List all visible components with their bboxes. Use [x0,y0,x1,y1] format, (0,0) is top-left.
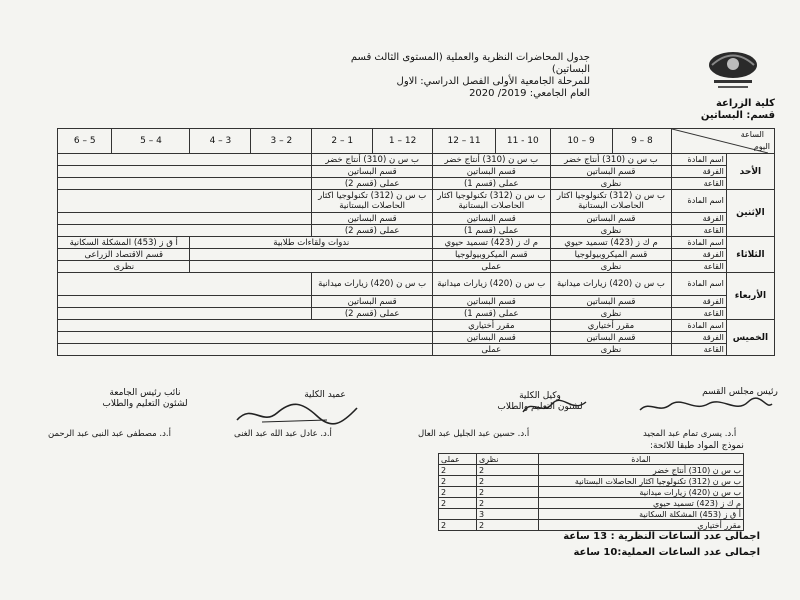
cell-hall: عملى (قسم 2) [312,178,433,190]
cell-subject: ب س ن (312) تكنولوجيا اكثار الحاصلات البستانية [433,190,551,213]
monday-subject-row [58,190,775,213]
cell-subject: م ك ز (423) تسميد حيوي [550,237,672,249]
header-title: جدول المحاضرات النظرية والعملية (المستوى الثالث قسم البساتين) [350,52,590,75]
vice-dean-title: وكيل الكلية [519,391,561,401]
cell-hall: نظرى [550,178,672,190]
practical-hours: 2 [439,465,477,476]
practical-hours: 2 [439,498,477,509]
vice-dean-signature-icon [520,396,590,422]
hours-table [438,453,744,531]
dean-name: أ.د. عادل عبد الله عبد الغنى [234,429,332,439]
cell-hall: عملى (قسم 1) [433,225,551,237]
cell-subject: ب س ن (420) زيارات ميدانية [312,273,433,296]
day-thursday: الخميس [726,320,774,356]
row-label-subject: اسم المادة [672,273,726,296]
dean-title: عميد الكلية [304,390,346,400]
cell-group: قسم البساتين [550,213,672,225]
time-header: الساعة [740,130,764,139]
cell-group: قسم البساتين [550,296,672,308]
row-label-subject: اسم المادة [672,190,726,213]
theory-hours: 2 [477,487,539,498]
row-label-group: الفرقة [672,249,726,261]
wednesday-group-row [58,296,775,308]
corner-header [672,129,775,154]
cell-group: قسم البساتين [433,332,551,344]
hours-row [439,520,744,531]
cell-group: قسم الميكروبيولوجيا [433,249,551,261]
thursday-hall-row [58,344,775,356]
theory-hours: 2 [477,498,539,509]
cell-group: قسم البساتين [433,296,551,308]
practical-hours: 2 [439,476,477,487]
faculty-block [680,98,775,122]
subject-name: أ ق ز (453) المشكلة السكانية [539,509,744,520]
vp-name: أ.د. مصطفى عبد النبى عبد الرحمن [48,429,171,439]
cell-group: قسم البساتين [550,166,672,178]
hours-row [439,465,744,476]
vice-dean-title-2: لشئون التعليم والطلاب [497,402,583,412]
university-logo-icon [702,48,764,94]
row-label-group: الفرقة [672,213,726,225]
cell-subject: أ ق ز (453) المشكلة السكانية [58,237,190,249]
header-year: العام الجامعي: 2019/ 2020 [469,88,590,99]
time-slot: 1 – 12 [373,129,433,154]
cell-subject: مقرر أختياري [433,320,551,332]
cell-subject: ب س ن (310) أنتاج خضر [550,154,672,166]
header-subject: المادة [539,454,744,465]
theory-hours: 2 [477,520,539,531]
vp-title: نائب رئيس الجامعة [109,388,181,398]
day-header: اليوم [753,142,770,151]
hours-row [439,509,744,520]
cell-subject: ندوات ولقاءات طلابية [190,237,433,249]
subject-name: ب س ن (420) زيارات ميدانية [539,487,744,498]
wednesday-hall-row [58,308,775,320]
header-semester: للمرحلة الجامعية الأولى الفصل الدراسي: الاول [396,76,590,87]
practical-hours: 2 [439,520,477,531]
hours-header-row [439,454,744,465]
row-label-hall: القاعة [672,308,726,320]
cell-group: قسم البساتين [433,213,551,225]
cell-group: قسم الاقتصاد الزراعى [58,249,190,261]
subject-name: م ك ز (423) تسميد حيوي [539,498,744,509]
department-name: قسم: البساتين [700,110,775,121]
head-title: رئيس مجلس القسم [702,387,778,397]
row-label-hall: القاعة [672,225,726,237]
row-label-hall: القاعة [672,178,726,190]
row-label-hall: القاعة [672,344,726,356]
cell-hall: نظرى [550,308,672,320]
subject-name: مقرر أختياري [539,520,744,531]
cell-subject: ب س ن (420) زيارات ميدانية [550,273,672,296]
faculty-name: كلية الزراعة [715,98,775,109]
row-label-group: الفرقة [672,332,726,344]
hours-row [439,487,744,498]
head-signature-icon [636,396,776,422]
head-name: أ.د. يسرى تمام عبد المجيد [643,429,737,439]
row-label-hall: القاعة [672,261,726,273]
sunday-subject-row [58,154,775,166]
tuesday-subject-row [58,237,775,249]
cell-hall: عملى (قسم 2) [312,225,433,237]
day-monday: الإثنين [726,190,774,237]
total-practical-hours: اجمالى عدد الساعات العملية:10 ساعة [573,547,760,558]
sunday-group-row [58,166,775,178]
thursday-subject-row [58,320,775,332]
day-tuesday: الثلاثاء [726,237,774,273]
tuesday-group-row [58,249,775,261]
cell-subject: ب س ن (312) تكنولوجيا اكثار الحاصلات البستانية [312,190,433,213]
cell-hall: عملى (قسم 1) [433,178,551,190]
day-wednesday: الأربعاء [726,273,774,320]
cell-hall: عملى [433,261,551,273]
theory-hours: 2 [477,465,539,476]
cell-group: قسم البساتين [312,213,433,225]
time-slot: 6 – 5 [58,129,112,154]
vice-dean-name: أ.د. حسين عبد الجليل عبد العال [418,429,530,439]
cell-hall: نظرى [550,344,672,356]
day-sunday: الأحد [726,154,774,190]
subject-name: ب س ن (312) تكنولوجيا اكثار الحاصلات البستانية [539,476,744,487]
hours-caption: نموذج المواد طبقا للائحة: [650,441,744,451]
cell-hall: عملى (قسم 1) [433,308,551,320]
cell-group: قسم الميكروبيولوجيا [550,249,672,261]
header-practical: عملى [439,454,477,465]
cell-subject: مقرر أختياري [550,320,672,332]
time-slot: 3 – 2 [251,129,312,154]
cell-subject: ب س ن (312) تكنولوجيا اكثار الحاصلات البستانية [550,190,672,213]
hours-row [439,476,744,487]
total-theory-hours: اجمالى عدد الساعات النظرية : 13 ساعة [563,531,760,542]
cell-hall: عملى [433,344,551,356]
theory-hours: 3 [477,509,539,520]
time-slot: 5 – 4 [112,129,190,154]
sunday-hall-row [58,178,775,190]
document-header [325,52,590,100]
time-slot: 9 – 8 [612,129,672,154]
cell-group: قسم البساتين [312,166,433,178]
subject-name: ب س ن (310) أنتاج خضر [539,465,744,476]
practical-hours: 2 [439,487,477,498]
cell-group: قسم البساتين [433,166,551,178]
monday-group-row [58,213,775,225]
cell-group: قسم البساتين [312,296,433,308]
practical-hours [439,509,477,520]
row-label-subject: اسم المادة [672,237,726,249]
time-slots-row [58,129,775,154]
vp-signature-block [90,388,200,410]
theory-hours: 2 [477,476,539,487]
monday-hall-row [58,225,775,237]
row-label-subject: اسم المادة [672,154,726,166]
cell-subject: ب س ن (420) زيارات ميدانية [433,273,551,296]
row-label-group: الفرقة [672,296,726,308]
cell-subject: ب س ن (310) أنتاج خضر [433,154,551,166]
time-slot: 4 – 3 [190,129,251,154]
row-label-group: الفرقة [672,166,726,178]
time-slot: 10 – 9 [550,129,612,154]
cell-group: قسم البساتين [550,332,672,344]
thursday-group-row [58,332,775,344]
tuesday-hall-row [58,261,775,273]
time-slot: 11 - 10 [496,129,550,154]
row-label-subject: اسم المادة [672,320,726,332]
vp-title-2: لشئون التعليم والطلاب [102,399,188,409]
cell-hall: نظرى [58,261,190,273]
schedule-table [57,128,775,356]
header-theory: نظرى [477,454,539,465]
hours-row [439,498,744,509]
cell-subject: م ك ز (423) تسميد حيوي [433,237,551,249]
time-slot: 2 – 1 [312,129,373,154]
time-slot: 12 – 11 [433,129,496,154]
cell-hall: نظرى [550,225,672,237]
wednesday-subject-row [58,273,775,296]
cell-hall: عملى (قسم 2) [312,308,433,320]
cell-subject: ب س ن (310) أنتاج خضر [312,154,433,166]
cell-hall: نظرى [550,261,672,273]
dean-signature-icon [232,398,362,432]
